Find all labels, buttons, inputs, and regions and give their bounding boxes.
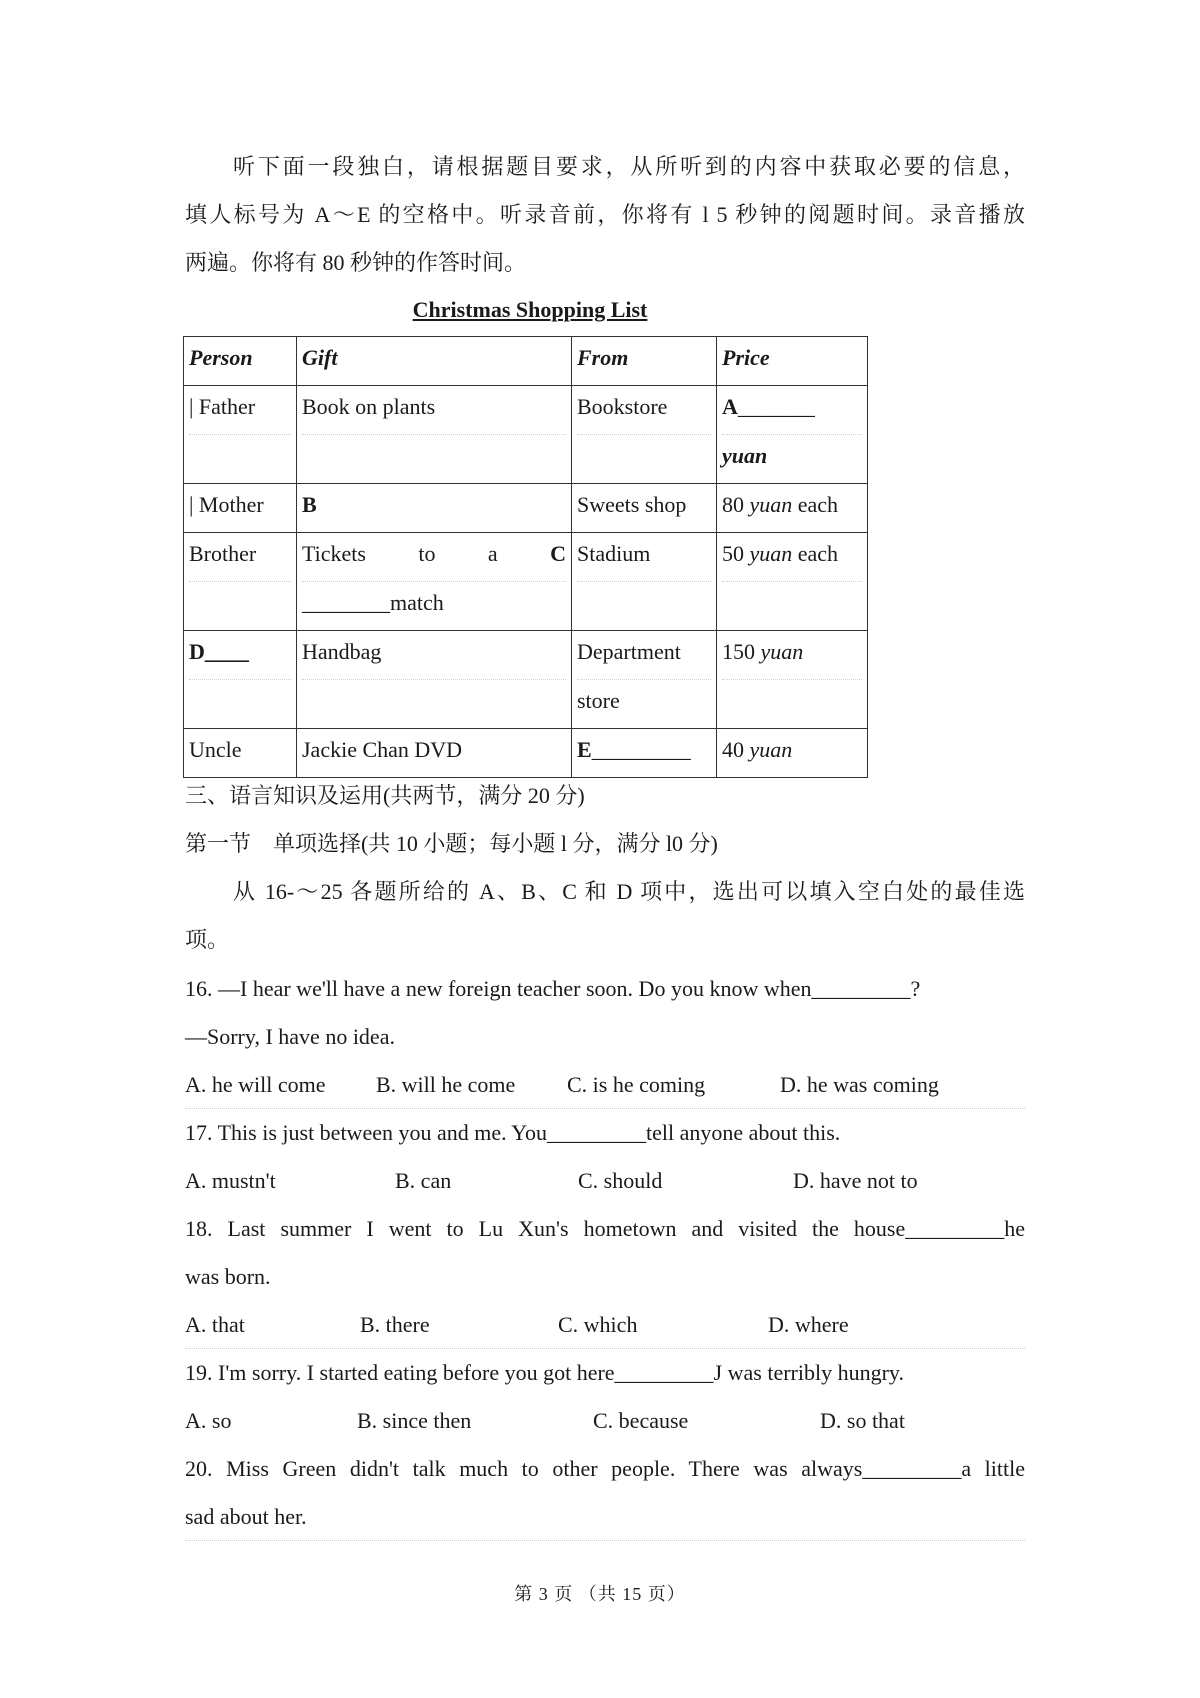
cell-gift: Book on plants: [302, 386, 566, 435]
price-number: 80: [722, 492, 744, 517]
q19-option-c: C. because: [593, 1408, 689, 1433]
price-number: 50: [722, 541, 744, 566]
q19-option-b: B. since then: [357, 1408, 472, 1433]
intro-line-2: 填人标号为 A～E 的空格中。听录音前，你将有 l 5 秒钟的阅题时间。录音播放: [185, 202, 1025, 227]
table-row: [184, 631, 868, 729]
header-gift: Gift: [302, 345, 338, 370]
q16-option-d: D. he was coming: [780, 1072, 939, 1097]
dotted-separator: [185, 1348, 1025, 1349]
price-each: each: [797, 492, 839, 517]
blank-label-d: D: [189, 639, 205, 664]
intro-line-1: 听下面一段独白，请根据题目要求，从所听到的内容中获取必要的信息，: [233, 154, 1025, 179]
q18-option-c: C. which: [558, 1312, 638, 1337]
cell-price: [722, 729, 862, 777]
table-header-row: [184, 337, 868, 386]
header-price: Price: [722, 345, 770, 370]
table-title: Christmas Shopping List: [412, 297, 648, 322]
section-heading: 三、语言知识及运用(共两节，满分 20 分): [185, 783, 585, 808]
question-16-stem-2: —Sorry, I have no idea.: [185, 1024, 395, 1049]
question-17-stem: 17. This is just between you and me. You_________tell anyone about this.: [185, 1120, 841, 1145]
cell-price: [722, 533, 862, 582]
blank-label-c: C: [550, 541, 566, 566]
dotted-separator: [185, 1108, 1025, 1109]
blank-d: ____: [204, 639, 249, 664]
blank-a: _______: [737, 394, 815, 419]
cell-gift: Jackie Chan DVD: [302, 737, 463, 762]
cell-from: [577, 729, 711, 777]
gift-word: Tickets: [302, 541, 366, 566]
price-number: 150: [722, 639, 755, 664]
q19-option-a: A. so: [185, 1408, 232, 1433]
q16-option-a: A. he will come: [185, 1072, 326, 1097]
blank-e: _________: [591, 737, 691, 762]
cell-from: Bookstore: [577, 386, 711, 435]
header-person: Person: [189, 345, 253, 370]
question-20-stem: 20. Miss Green didn't talk much to other people. There was always_________a little: [185, 1456, 1025, 1481]
table-row: [184, 484, 868, 533]
cell-price: [722, 631, 862, 680]
price-number: 40: [722, 737, 744, 762]
cell-person: | Father: [189, 386, 291, 435]
gift-word: to: [418, 541, 436, 566]
price-unit: yuan: [760, 639, 804, 664]
page-footer: 第 3 页 （共 15 页）: [514, 1584, 686, 1604]
cell-price: [722, 386, 862, 435]
cell-from: Sweets shop: [577, 492, 687, 517]
intro-line-3: 两遍。你将有 80 秒钟的作答时间。: [185, 250, 527, 275]
table-row: [184, 729, 868, 778]
price-unit: yuan: [749, 737, 793, 762]
shopping-table: [183, 336, 868, 778]
q18-option-d: D. where: [768, 1312, 849, 1337]
cell-from: Stadium: [577, 533, 711, 582]
blank-c: ________match: [302, 590, 444, 615]
blank-label-e: E: [577, 737, 592, 762]
q17-option-c: C. should: [578, 1168, 663, 1193]
cell-gift: [302, 533, 566, 582]
instruction-line-2: 项。: [185, 927, 230, 952]
table-row: [184, 386, 868, 484]
header-from: From: [577, 345, 629, 370]
gift-word: a: [487, 541, 498, 566]
table-row: [184, 533, 868, 631]
question-18-stem: 18. Last summer I went to Lu Xun's hometown and visited the house_________he: [185, 1216, 1025, 1241]
cell-gift: Handbag: [302, 631, 566, 680]
question-16-stem: 16. —I hear we'll have a new foreign teacher soon. Do you know when_________?: [185, 976, 921, 1001]
price-unit: yuan: [749, 541, 793, 566]
q17-option-b: B. can: [395, 1168, 452, 1193]
cell-price-unit: yuan: [722, 443, 768, 468]
cell-person: Brother: [189, 533, 291, 582]
question-19-stem: 19. I'm sorry. I started eating before you got here_________J was terribly hungry.: [185, 1360, 904, 1385]
cell-person: [189, 631, 291, 680]
q16-option-b: B. will he come: [376, 1072, 516, 1097]
cell-from-line-2: store: [577, 688, 620, 713]
q17-option-a: A. mustn't: [185, 1168, 276, 1193]
q18-option-b: B. there: [360, 1312, 430, 1337]
dotted-separator: [185, 1540, 1025, 1541]
cell-person: Uncle: [189, 737, 242, 762]
price-each: each: [797, 541, 839, 566]
part-heading: 第一节 单项选择(共 10 小题；每小题 l 分，满分 l0 分): [185, 831, 718, 856]
q18-option-a: A. that: [185, 1312, 245, 1337]
q19-option-d: D. so that: [820, 1408, 905, 1433]
cell-person: | Mother: [189, 492, 264, 517]
instruction-line-1: 从 16-～25 各题所给的 A、B、C 和 D 项中，选出可以填入空白处的最佳选: [233, 879, 1025, 904]
q16-option-c: C. is he coming: [567, 1072, 706, 1097]
price-unit: yuan: [749, 492, 793, 517]
cell-from: Department: [577, 631, 711, 680]
blank-label-a: A: [722, 394, 738, 419]
question-20-stem-2: sad about her.: [185, 1504, 307, 1529]
blank-label-b: B: [302, 492, 317, 517]
cell-price: [722, 484, 862, 532]
q17-option-d: D. have not to: [793, 1168, 918, 1193]
question-18-stem-2: was born.: [185, 1264, 271, 1289]
